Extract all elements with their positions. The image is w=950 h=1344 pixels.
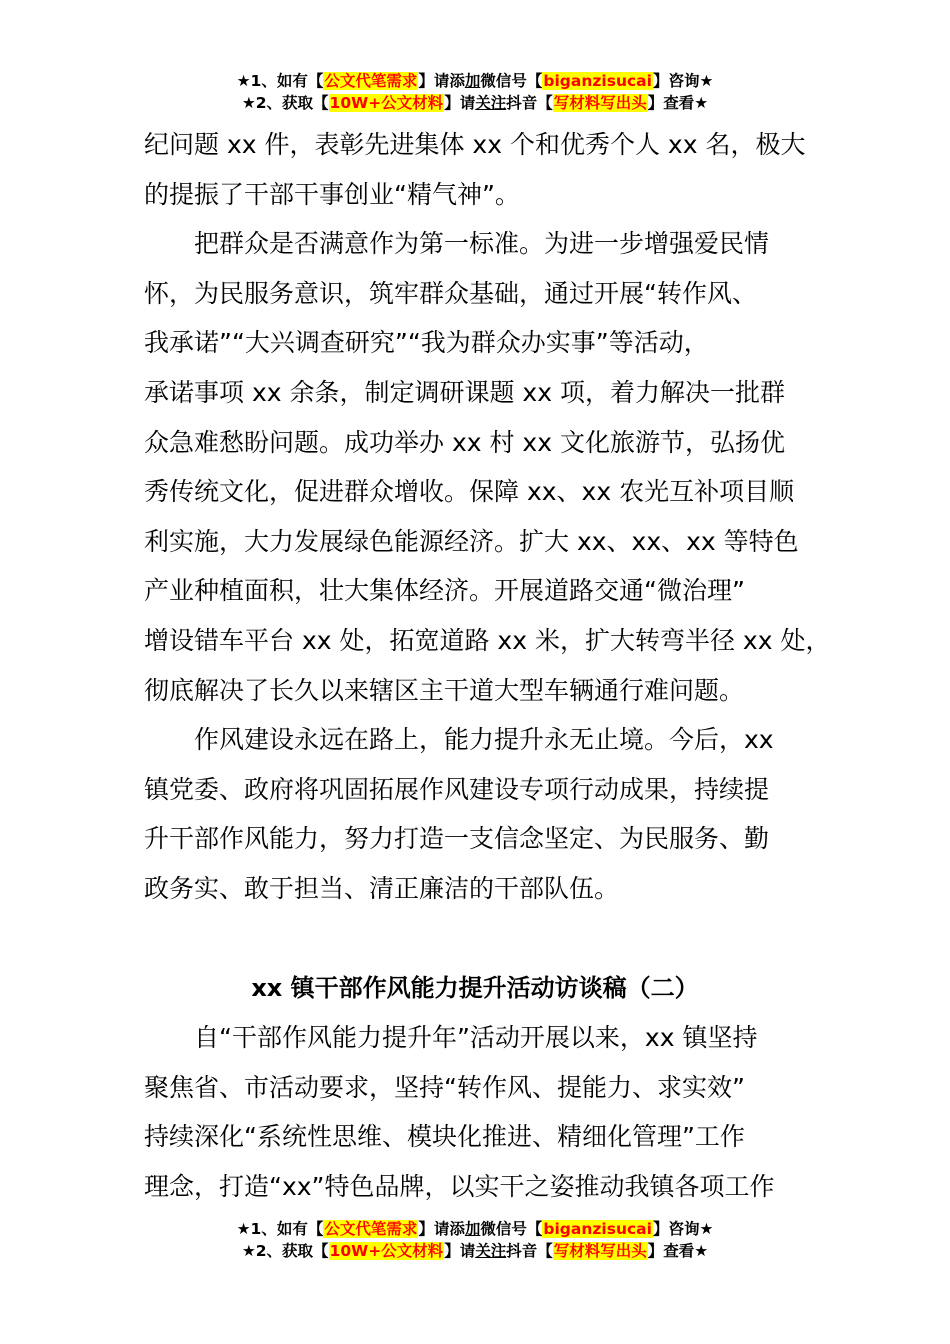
text-line: 持续深化“系统性思维、模块化推进、精细化管理”工作 [144,1122,745,1152]
promo-text: ★2、获取【 [241,94,329,112]
bottom-promo-banner [0,1218,950,1262]
text-line: 聚焦省、市活动要求，坚持“转作风、提能力、求实效” [144,1072,745,1102]
promo-underline: 关注 [475,1242,507,1260]
promo-text: 】查看★ [647,94,709,112]
promo-highlight: 写材料写出头 [553,1242,647,1260]
promo-text: 】请添 [418,1220,465,1238]
document-body [144,120,834,1211]
paragraph-3 [144,715,834,913]
promo-text: ★1、如有【 [236,1220,324,1238]
text-line: 纪问题 xx 件，表彰先进集体 xx 个和优秀个人 xx 名，极大 [144,130,806,159]
text-line: 的提振了干部干事创业“精气神”。 [144,179,520,209]
promo-underline: 加 [464,72,481,90]
text-line: 彻底解决了长久以来辖区主干道大型车辆通行难问题。 [144,675,745,705]
text-line: 承诺事项 xx 余条，制定调研课题 xx 项，着力解决一批群 [144,377,785,407]
promo-text: 】请 [444,1242,476,1260]
promo-text: 抖音【 [506,1242,553,1260]
text-line: 众急难愁盼问题。成功举办 xx 村 xx 文化旅游节，弘扬优 [144,427,785,457]
promo-underline: 加 [464,1220,481,1238]
promo-text: 微信号【 [480,72,543,90]
promo-highlight: 10W+公文材料 [329,94,444,112]
promo-text: ★1、如有【 [236,72,324,90]
text-line: 政务实、敢于担当、清正廉洁的干部队伍。 [144,873,620,903]
promo-text: 微信号【 [480,1220,543,1238]
text-line: 怀，为民服务意识，筑牢群众基础，通过开展“转作风、 [144,278,757,308]
paragraph-1 [144,120,834,219]
top-promo-banner [0,70,950,114]
promo-text: ★2、获取【 [241,1242,329,1260]
promo-text: 】请 [444,94,476,112]
promo-line-1 [0,1218,950,1240]
promo-text: 】咨询★ [652,72,714,90]
promo-highlight: 公文代笔需求 [324,1220,418,1238]
promo-highlight: 写材料写出头 [553,94,647,112]
promo-line-2 [0,1240,950,1262]
text-line: 把群众是否满意作为第一标准。为进一步增强爱民情 [194,229,770,259]
promo-underline: 关注 [475,94,507,112]
text-line: 秀传统文化，促进群众增收。保障 xx、xx 农光互补项目顺 [144,477,795,507]
promo-text: 】查看★ [647,1242,709,1260]
text-line: 产业种植面积，壮大集体经济。开展道路交通“微治理” [144,576,745,606]
text-line: 自“干部作风能力提升年”活动开展以来，xx 镇坚持 [194,1023,758,1053]
promo-text: 】请添 [418,72,465,90]
text-line: 升干部作风能力，努力打造一支信念坚定、为民服务、勤 [144,824,770,854]
promo-highlight: 10W+公文材料 [329,1242,444,1260]
promo-line-1 [0,70,950,92]
text-line: 镇党委、政府将巩固拓展作风建设专项行动成果，持续提 [144,774,770,804]
promo-text: 】咨询★ [652,1220,714,1238]
text-line: 增设错车平台 xx 处，拓宽道路 xx 米，扩大转弯半径 xx 处， [144,625,831,655]
section-heading: xx 镇干部作风能力提升活动访谈稿（二） [251,973,699,1002]
text-line: 利实施，大力发展绿色能源经济。扩大 xx、xx、xx 等特色 [144,526,799,556]
text-line: 我承诺”“大兴调查研究”“我为群众办实事”等活动， [144,328,709,358]
paragraph-4 [144,1013,834,1211]
paragraph-2 [144,219,834,715]
promo-text: 抖音【 [506,94,553,112]
promo-highlight: 公文代笔需求 [324,72,418,90]
promo-line-2 [0,92,950,114]
text-line: 作风建设永远在路上，能力提升永无止境。今后，xx [194,725,774,755]
text-line: 理念，打造“xx”特色品牌，以实干之姿推动我镇各项工作 [144,1171,775,1201]
promo-highlight: biganzisucai [543,72,652,90]
promo-highlight: biganzisucai [543,1220,652,1238]
